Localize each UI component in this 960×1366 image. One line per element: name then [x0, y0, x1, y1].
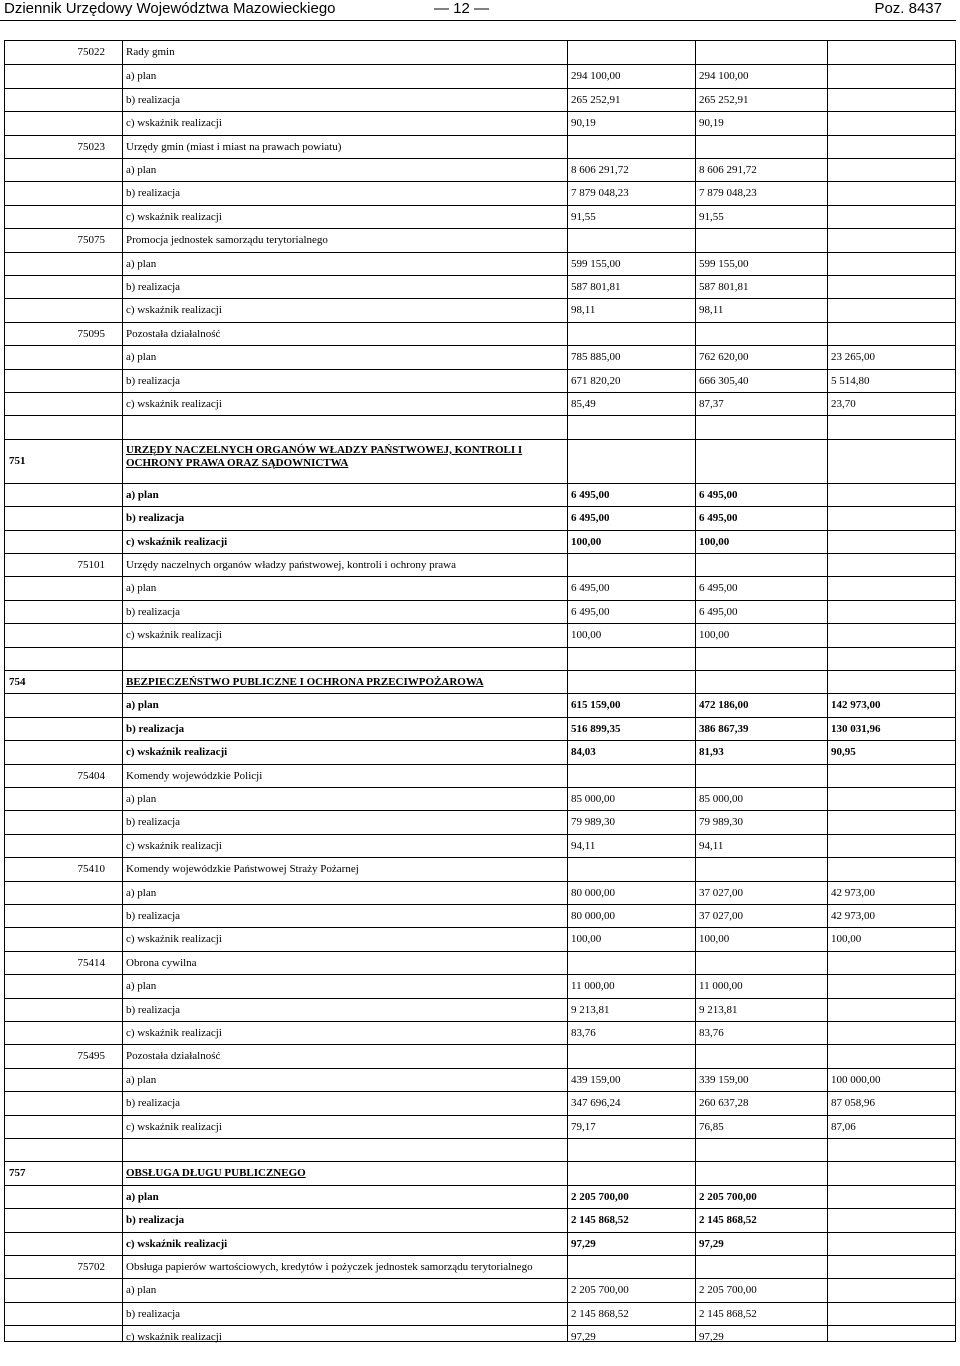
- value-total: 2 145 868,52: [571, 1307, 629, 1320]
- subsection-row: [5, 1255, 955, 1278]
- item-label: b) realizacja: [126, 1214, 185, 1227]
- table-row: [5, 205, 955, 228]
- section-row: [5, 1161, 955, 1184]
- value-total: 6 495,00: [571, 512, 610, 525]
- table-row: [5, 1115, 955, 1138]
- subsection-row: [5, 322, 955, 345]
- item-label: b) realizacja: [126, 1307, 181, 1320]
- spacer-row: [5, 1138, 955, 1161]
- chapter-code: 75095: [77, 327, 105, 340]
- value-col-3: 42 973,00: [831, 910, 875, 922]
- value-col-3: [831, 182, 955, 204]
- value-total: 2 205 700,00: [571, 1190, 629, 1203]
- value-col-2: 294 100,00: [699, 70, 749, 83]
- subsection-row: [5, 135, 955, 158]
- value-col-2: 87,37: [699, 398, 724, 410]
- budget-table: [4, 40, 956, 1342]
- table-row: [5, 1302, 955, 1325]
- table-row: [5, 787, 955, 810]
- value-total: 94,11: [571, 839, 596, 852]
- value-col-2: 6 495,00: [699, 582, 738, 595]
- value-col-2: 83,76: [699, 1027, 724, 1039]
- value-total: 84,03: [571, 746, 596, 759]
- table-row: [5, 927, 955, 950]
- chapter-code: 75410: [77, 863, 105, 876]
- item-label: c) wskaźnik realizacji: [126, 117, 222, 130]
- value-col-2: 85 000,00: [699, 793, 743, 805]
- value-col-2: 386 867,39: [699, 722, 749, 735]
- value-total: 2 205 700,00: [571, 1284, 629, 1297]
- value-col-3: 5 514,80: [831, 374, 870, 387]
- subsection-row: [5, 553, 955, 576]
- section-code: 751: [9, 454, 26, 467]
- value-col-3: [831, 65, 955, 87]
- value-col-2: 97,29: [699, 1237, 724, 1250]
- value-col-3: 90,95: [831, 746, 856, 759]
- value-total: 80 000,00: [571, 910, 615, 922]
- item-label: b) realizacja: [126, 910, 181, 922]
- value-col-3: [831, 484, 955, 506]
- chapter-code: 75702: [77, 1261, 105, 1273]
- value-col-3: [831, 206, 955, 228]
- value-col-2: 2 145 868,52: [699, 1307, 757, 1320]
- value-col-2: 91,55: [699, 210, 724, 223]
- value-total: 6 495,00: [571, 582, 610, 595]
- chapter-code: 75023: [77, 140, 105, 153]
- item-label: b) realizacja: [126, 281, 181, 293]
- value-col-2: 6 495,00: [699, 605, 738, 618]
- table-row: [5, 1278, 955, 1301]
- table-row: [5, 600, 955, 623]
- item-label: b) realizacja: [126, 374, 181, 387]
- table-row: [5, 881, 955, 904]
- table-row: [5, 576, 955, 599]
- table-row: [5, 1068, 955, 1091]
- table-row: [5, 506, 955, 529]
- value-col-3: [831, 531, 955, 553]
- item-label: b) realizacja: [126, 512, 185, 525]
- value-col-2: 100,00: [699, 535, 730, 548]
- item-label: a) plan: [126, 164, 157, 176]
- value-total: 7 879 048,23: [571, 187, 629, 200]
- value-col-2: 260 637,28: [699, 1097, 749, 1110]
- value-col-2: 98,11: [699, 304, 724, 317]
- value-total: 97,29: [571, 1237, 596, 1250]
- value-col-3: [831, 89, 955, 111]
- value-col-3: [831, 159, 955, 181]
- value-total: 439 159,00: [571, 1073, 621, 1086]
- value-total: 2 145 868,52: [571, 1214, 629, 1227]
- item-label: b) realizacja: [126, 1097, 181, 1110]
- value-col-3: [831, 299, 955, 321]
- item-label: a) plan: [126, 582, 157, 595]
- value-col-3: 142 973,00: [831, 699, 881, 712]
- value-total: 516 899,35: [571, 722, 621, 735]
- table-row: [5, 693, 955, 716]
- item-label: a) plan: [126, 488, 159, 501]
- value-col-2: 762 620,00: [699, 351, 749, 364]
- item-label: a) plan: [126, 1190, 159, 1203]
- section-name: OBSŁUGA DŁUGU PUBLICZNEGO: [126, 1167, 306, 1180]
- chapter-name: Pozostała działalność: [126, 327, 221, 340]
- value-col-3: [831, 811, 955, 833]
- value-col-2: 472 186,00: [699, 699, 749, 712]
- item-label: c) wskaźnik realizacji: [126, 933, 222, 946]
- value-col-3: [831, 788, 955, 810]
- item-label: c) wskaźnik realizacji: [126, 746, 228, 759]
- value-total: 100,00: [571, 629, 602, 642]
- table-row: [5, 88, 955, 111]
- subsection-row: [5, 228, 955, 251]
- value-col-2: 2 205 700,00: [699, 1190, 757, 1203]
- table-row: [5, 810, 955, 833]
- value-col-3: 87,06: [831, 1120, 856, 1133]
- chapter-name: Komendy wojewódzkie Policji: [126, 769, 263, 782]
- value-col-2: 8 606 291,72: [699, 164, 757, 176]
- chapter-name: Rady gmin: [126, 46, 175, 58]
- value-col-2: 76,85: [699, 1120, 724, 1133]
- item-label: c) wskaźnik realizacji: [126, 1027, 222, 1039]
- chapter-code: 75101: [77, 559, 105, 571]
- table-row: [5, 111, 955, 134]
- item-label: c) wskaźnik realizacji: [126, 398, 222, 410]
- item-label: b) realizacja: [126, 1003, 181, 1016]
- value-total: 9 213,81: [571, 1003, 610, 1016]
- item-label: c) wskaźnik realizacji: [126, 1120, 222, 1133]
- value-total: 90,19: [571, 117, 596, 130]
- value-total: 785 885,00: [571, 351, 621, 364]
- item-label: c) wskaźnik realizacji: [126, 210, 222, 223]
- value-total: 587 801,81: [571, 281, 621, 293]
- value-col-3: [831, 507, 955, 529]
- value-col-2: 100,00: [699, 933, 730, 946]
- chapter-code: 75414: [77, 956, 105, 969]
- value-total: 671 820,20: [571, 374, 621, 387]
- table-row: [5, 530, 955, 553]
- table-row: [5, 181, 955, 204]
- value-col-2: 100,00: [699, 629, 730, 642]
- value-col-2: 265 252,91: [699, 93, 749, 106]
- item-label: a) plan: [126, 1073, 157, 1086]
- value-total: 11 000,00: [571, 980, 615, 993]
- table-row: [5, 834, 955, 857]
- table-row: [5, 392, 955, 415]
- chapter-name: Urzędy gmin (miast i miast na prawach powiatu): [126, 140, 342, 153]
- value-col-3: [831, 1279, 955, 1301]
- item-label: c) wskaźnik realizacji: [126, 839, 222, 852]
- value-col-2: 97,29: [699, 1331, 724, 1344]
- table-row: [5, 1021, 955, 1044]
- value-total: 294 100,00: [571, 70, 621, 83]
- value-col-2: 11 000,00: [699, 980, 743, 993]
- subsection-row: [5, 857, 955, 880]
- item-label: c) wskaźnik realizacji: [126, 304, 222, 317]
- value-col-3: [831, 577, 955, 599]
- value-col-3: [831, 1326, 955, 1348]
- spacer-row: [5, 647, 955, 670]
- value-col-2: 94,11: [699, 839, 724, 852]
- section-name: BEZPIECZEŃSTWO PUBLICZNE I OCHRONA PRZECIWPOŻAROWA: [126, 676, 484, 688]
- item-label: b) realizacja: [126, 187, 181, 200]
- table-row: [5, 904, 955, 927]
- section-code: 757: [9, 1167, 26, 1180]
- value-col-3: [831, 624, 955, 646]
- item-label: b) realizacja: [126, 605, 181, 618]
- value-col-3: 87 058,96: [831, 1097, 875, 1110]
- table-row: [5, 1185, 955, 1208]
- value-col-2: 6 495,00: [699, 488, 738, 501]
- item-label: a) plan: [126, 793, 157, 805]
- item-label: a) plan: [126, 70, 157, 83]
- table-row: [5, 252, 955, 275]
- table-row: [5, 1091, 955, 1114]
- value-total: 85 000,00: [571, 793, 615, 805]
- page-number: — 12 —: [434, 0, 490, 17]
- value-total: 6 495,00: [571, 605, 610, 618]
- subsection-row: [5, 951, 955, 974]
- value-col-3: 100,00: [831, 933, 862, 946]
- value-total: 98,11: [571, 304, 596, 317]
- table-row: [5, 1208, 955, 1231]
- value-col-3: [831, 1233, 955, 1255]
- table-row: [5, 345, 955, 368]
- value-total: 599 155,00: [571, 257, 621, 270]
- item-label: c) wskaźnik realizacji: [126, 629, 222, 642]
- value-col-3: [831, 835, 955, 857]
- value-total: 265 252,91: [571, 93, 621, 106]
- section-row: [5, 670, 955, 693]
- chapter-code: 75495: [77, 1050, 105, 1063]
- table-row: [5, 369, 955, 392]
- value-col-2: 599 155,00: [699, 257, 749, 270]
- item-label: b) realizacja: [126, 816, 181, 829]
- item-label: c) wskaźnik realizacji: [126, 1331, 222, 1344]
- chapter-code: 75404: [77, 769, 105, 782]
- spacer-row: [5, 415, 955, 438]
- table-row: [5, 1232, 955, 1255]
- value-total: 79 989,30: [571, 816, 615, 829]
- value-col-3: [831, 253, 955, 275]
- subsection-row: [5, 1044, 955, 1067]
- value-col-3: 130 031,96: [831, 722, 881, 735]
- item-label: a) plan: [126, 980, 157, 993]
- value-col-2: 79 989,30: [699, 816, 743, 829]
- value-total: 80 000,00: [571, 886, 615, 899]
- value-total: 8 606 291,72: [571, 164, 629, 176]
- value-col-2: 9 213,81: [699, 1003, 738, 1016]
- value-col-2: 666 305,40: [699, 374, 749, 387]
- value-col-2: 587 801,81: [699, 281, 749, 293]
- item-label: b) realizacja: [126, 722, 185, 735]
- value-col-3: [831, 1186, 955, 1208]
- journal-title: Dziennik Urzędowy Województwa Mazowieckiego: [4, 0, 336, 17]
- subsection-row: [5, 41, 955, 64]
- item-label: a) plan: [126, 257, 157, 270]
- value-total: 91,55: [571, 210, 596, 223]
- value-total: 79,17: [571, 1120, 596, 1133]
- value-col-2: 2 145 868,52: [699, 1214, 757, 1227]
- chapter-name: Obsługa papierów wartościowych, kredytów i pożyczek jednostek samorządu terytorialnego: [126, 1261, 533, 1273]
- section-code: 754: [9, 676, 26, 688]
- item-label: a) plan: [126, 699, 159, 712]
- value-col-2: 339 159,00: [699, 1073, 749, 1086]
- value-col-2: 90,19: [699, 117, 724, 130]
- value-total: 615 159,00: [571, 699, 621, 712]
- value-col-2: 6 495,00: [699, 512, 738, 525]
- table-row: [5, 740, 955, 763]
- chapter-name: Komendy wojewódzkie Państwowej Straży Pożarnej: [126, 863, 359, 876]
- value-total: 83,76: [571, 1027, 596, 1039]
- table-row: [5, 974, 955, 997]
- subsection-row: [5, 764, 955, 787]
- item-label: b) realizacja: [126, 93, 181, 106]
- value-col-3: [831, 1303, 955, 1325]
- table-row: [5, 717, 955, 740]
- item-label: c) wskaźnik realizacji: [126, 1237, 228, 1250]
- value-total: 347 696,24: [571, 1097, 621, 1110]
- value-col-3: 100 000,00: [831, 1073, 881, 1086]
- value-total: 100,00: [571, 535, 602, 548]
- value-col-3: [831, 276, 955, 298]
- chapter-name: Promocja jednostek samorządu terytorialnego: [126, 234, 328, 247]
- table-row: [5, 275, 955, 298]
- value-col-3: 23 265,00: [831, 351, 875, 364]
- value-col-2: 7 879 048,23: [699, 187, 757, 200]
- value-total: 6 495,00: [571, 488, 610, 501]
- value-col-2: 37 027,00: [699, 910, 743, 922]
- section-row: [5, 439, 955, 483]
- section-name: URZĘDY NACZELNYCH ORGANÓW WŁADZY PAŃSTWOWEJ, KONTROLI I OCHRONY PRAWA ORAZ SĄDOWNICTWA: [126, 443, 523, 469]
- header-rule: [0, 20, 956, 21]
- page-header: [0, 0, 960, 22]
- table-row: [5, 998, 955, 1021]
- value-col-3: [831, 999, 955, 1021]
- value-total: 97,29: [571, 1331, 596, 1344]
- position-number: Poz. 8437: [874, 0, 942, 17]
- item-label: a) plan: [126, 886, 157, 899]
- value-col-3: [831, 1209, 955, 1231]
- value-total: 100,00: [571, 933, 602, 946]
- item-label: a) plan: [126, 1284, 157, 1297]
- value-col-2: 37 027,00: [699, 886, 743, 899]
- chapter-name: Pozostała działalność: [126, 1050, 221, 1063]
- chapter-code: 75022: [77, 46, 105, 58]
- table-row: [5, 158, 955, 181]
- table-row: [5, 298, 955, 321]
- table-row: [5, 1325, 955, 1348]
- value-col-3: 23,70: [831, 398, 856, 410]
- value-col-2: 81,93: [699, 746, 724, 759]
- table-row: [5, 64, 955, 87]
- chapter-name: Urzędy naczelnych organów władzy państwowej, kontroli i ochrony prawa: [126, 559, 456, 571]
- value-col-3: [831, 601, 955, 623]
- value-col-3: [831, 112, 955, 134]
- chapter-name: Obrona cywilna: [126, 956, 197, 969]
- value-col-3: [831, 1022, 955, 1044]
- item-label: a) plan: [126, 351, 157, 364]
- value-col-3: 42 973,00: [831, 886, 875, 899]
- value-col-2: 2 205 700,00: [699, 1284, 757, 1297]
- value-col-3: [831, 975, 955, 997]
- chapter-code: 75075: [77, 234, 105, 247]
- value-total: 85,49: [571, 398, 596, 410]
- table-row: [5, 483, 955, 506]
- item-label: c) wskaźnik realizacji: [126, 535, 228, 548]
- table-row: [5, 623, 955, 646]
